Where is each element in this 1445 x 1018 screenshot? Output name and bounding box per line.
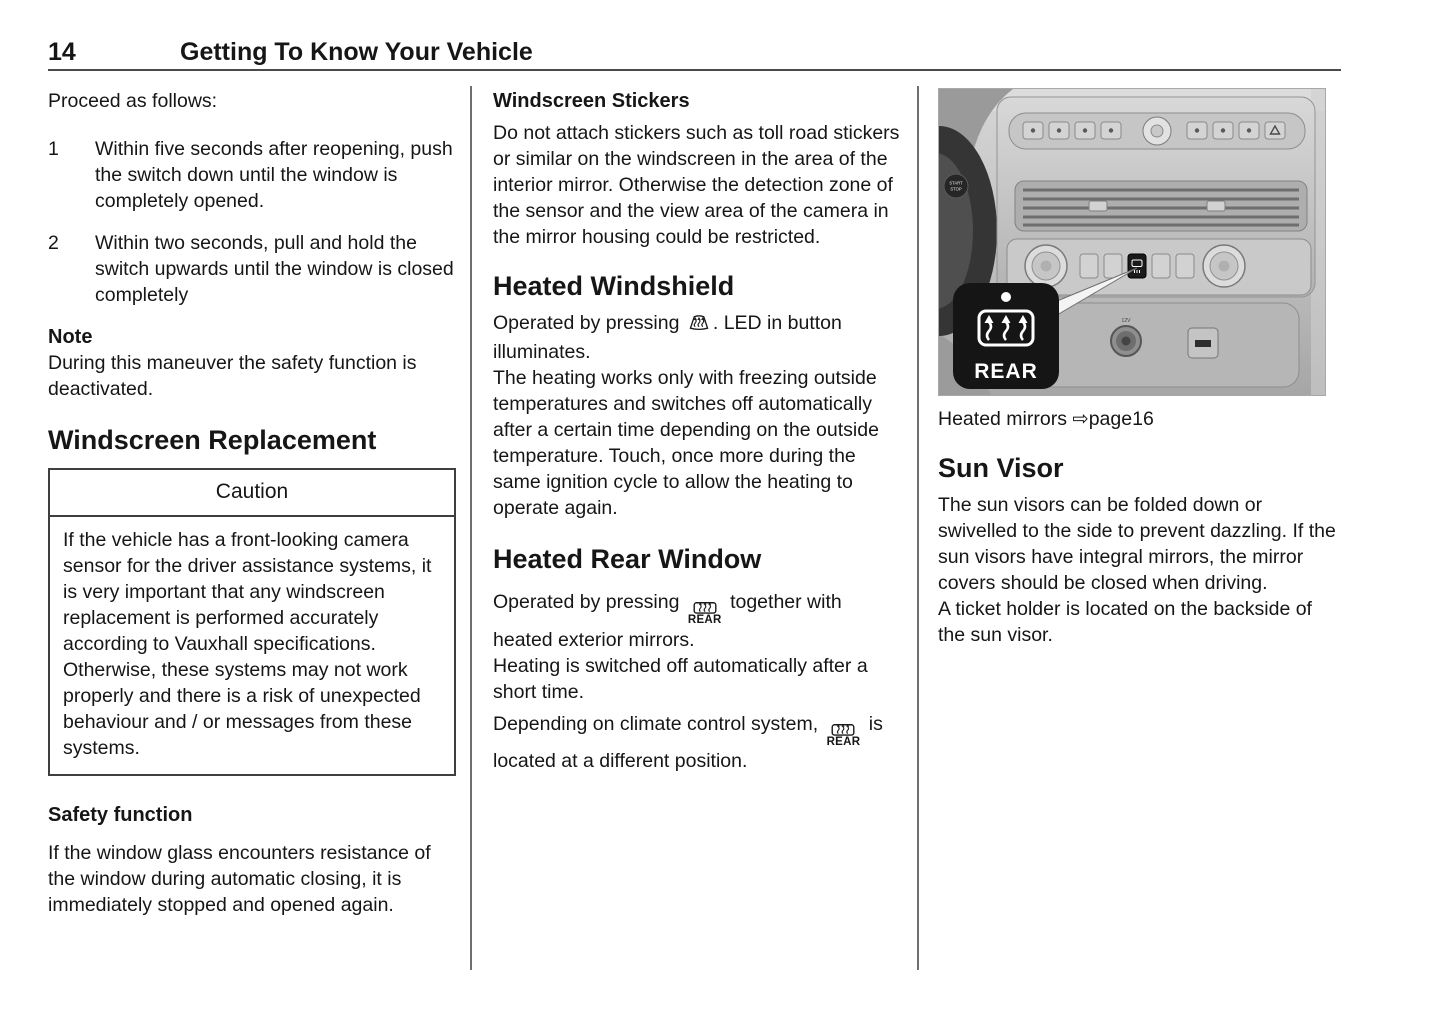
numbered-list: [48, 136, 456, 308]
heated-rear-p1: [493, 589, 903, 653]
heated-windshield-p1-after: . LED in button illuminates.: [493, 312, 842, 363]
column-left: [48, 88, 456, 918]
note-label: Note: [48, 326, 93, 348]
dashboard-photo: [938, 88, 1326, 396]
subheading-windscreen-stickers: Windscreen Stickers: [493, 90, 690, 112]
list-item-text: Within two seconds, pull and hold the switch upwards until the window is closed completely: [95, 232, 454, 306]
heated-rear-p3-before: Depending on climate control system,: [493, 712, 824, 735]
page-title: Getting To Know Your Vehicle: [180, 38, 533, 66]
list-item-number: 2: [48, 232, 59, 254]
safety-function-text: If the window glass encounters resistance of the window during automatic closing, it is immediately stopped and opened again.: [48, 842, 431, 916]
heated-windshield-icon: [687, 315, 711, 337]
heated-windshield-p1-before: Operated by pressing: [493, 312, 685, 334]
svg-text:REAR: REAR: [974, 360, 1038, 383]
rear-icon-label: REAR: [826, 735, 861, 748]
sun-visor-p2: A ticket holder is located on the backside of the sun visor.: [938, 598, 1312, 646]
list-item-text: Within five seconds after reopening, push the switch down until the window is completely opened.: [95, 138, 453, 212]
column-right: [938, 88, 1338, 648]
lower-console: [1031, 303, 1299, 387]
start-stop-button: [944, 174, 968, 198]
led-dot: [1001, 292, 1011, 302]
caution-text: If the vehicle has a front-looking camera sensor for the driver assistance systems, it is very important that any windscreen replacement is performed accurately according to Vauxhall specifications. Otherwise, these systems may not work properly and there is a risk of unexpected behaviour and / or messages from these systems.: [63, 529, 432, 759]
subheading-safety-function: Safety function: [48, 804, 193, 826]
heated-rear-window-icon: [688, 599, 722, 627]
svg-text:STOP: STOP: [950, 186, 962, 192]
heated-rear-p1-before: Operated by pressing: [493, 591, 685, 613]
heated-rear-p2: Heating is switched off automatically after a short time.: [493, 654, 868, 703]
heated-rear-p3: [493, 711, 903, 775]
section-heading-heated-windshield: Heated Windshield: [493, 271, 735, 301]
section-heading-sun-visor: Sun Visor: [938, 453, 1064, 483]
rear-icon-label: REAR: [687, 614, 722, 626]
heated-rear-window-icon: [827, 721, 861, 749]
photo-caption: [938, 406, 1338, 432]
column-middle: [493, 88, 903, 774]
heated-rear-p1-after: together with heated exterior mirrors.: [493, 591, 842, 651]
intro-text: Proceed as follows:: [48, 90, 218, 112]
list-item-number: 1: [48, 138, 59, 160]
list-item: [48, 230, 456, 308]
caution-title: Caution: [50, 470, 454, 517]
heated-rear-p3-after: is located at a different position.: [493, 712, 883, 772]
windscreen-stickers-text: Do not attach stickers such as toll road stickers or similar on the windscreen in the area of the interior mirror. Otherwise the detection zone of the sensor and the view area of the camera in the mirror housing could be restricted.: [493, 122, 900, 248]
section-heading-heated-rear-window: Heated Rear Window: [493, 544, 762, 574]
top-button-row: [1009, 113, 1305, 149]
caution-box: [48, 468, 456, 776]
heated-windshield-p1: [493, 310, 903, 365]
page-number: 14: [48, 38, 76, 66]
climate-panel: [1007, 239, 1311, 295]
air-vents: [1015, 181, 1307, 231]
page-reference-link[interactable]: ⇨page16: [1072, 408, 1154, 430]
svg-text:START: START: [949, 180, 963, 186]
column-divider-2: [917, 86, 919, 970]
rear-badge: [953, 283, 1059, 389]
svg-text:12V: 12V: [1121, 318, 1131, 324]
caption-text: Heated mirrors: [938, 408, 1073, 430]
column-divider-1: [470, 86, 472, 970]
section-heading-windscreen-replacement: Windscreen Replacement: [48, 425, 377, 455]
heated-windshield-p2: The heating works only with freezing outside temperatures and switches off automatically after a certain time depending on the outside temperature. Touch, once more during the same ignition cycle to allow the heating to operate again.: [493, 367, 879, 519]
sun-visor-p1: The sun visors can be folded down or swivelled to the side to prevent dazzling. If the sun visors have integral mirrors, the mirror covers should be closed when driving.: [938, 494, 1336, 594]
note-text: During this maneuver the safety function is deactivated.: [48, 352, 417, 400]
header-rule: [48, 69, 1341, 71]
list-item: [48, 136, 456, 214]
